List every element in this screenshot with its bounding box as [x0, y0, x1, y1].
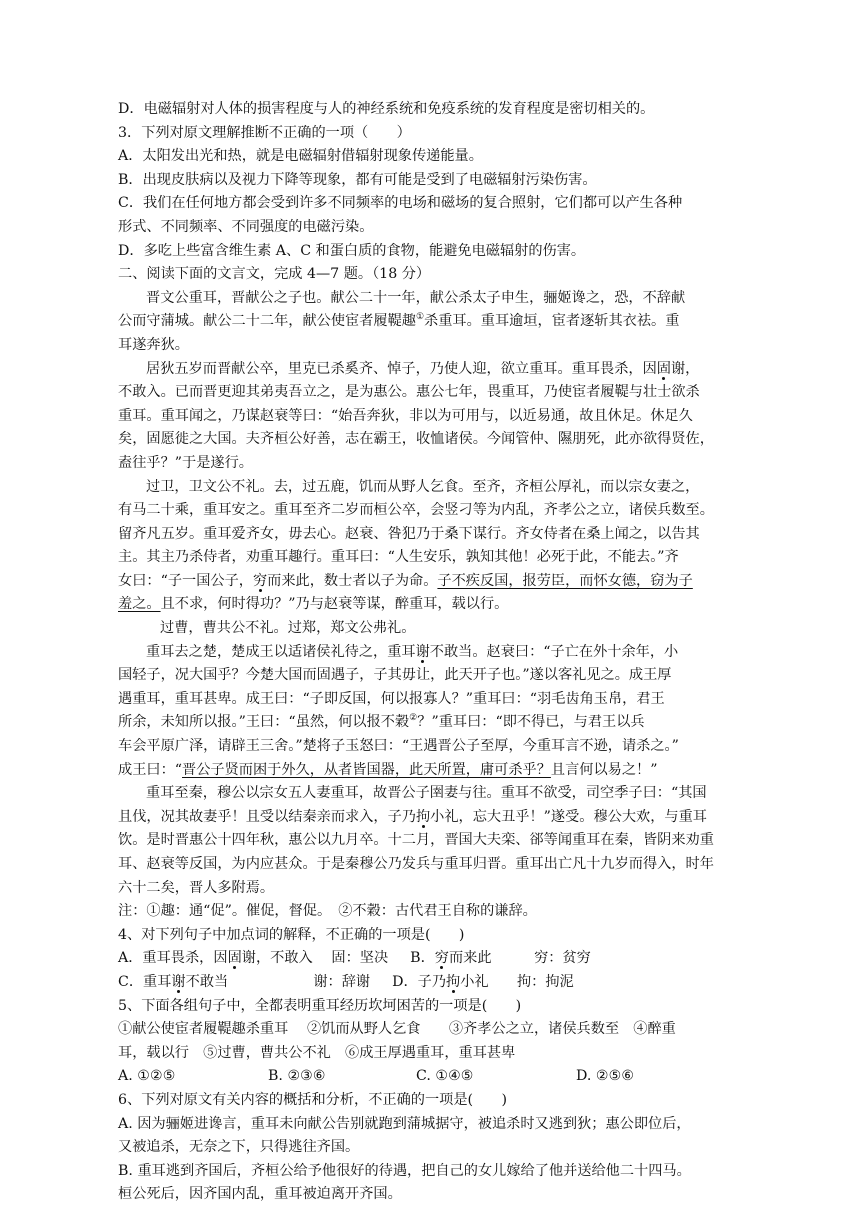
q5-option-c: C. ①④⑤	[416, 1068, 474, 1085]
dotted-char: 固	[227, 950, 242, 967]
passage-p2-line1: 居狄五岁而晋献公卒，里克已杀奚齐、悼子，乃使人迎，欲立重耳。重耳畏杀，因固谢，	[146, 360, 700, 377]
passage-p3-line5: 女曰：“子一国公子，穷而来此，数士者以子为命。子不疾反国，报劳臣，而怀女德，窃为子	[118, 572, 693, 589]
q2-option-d: D．电磁辐射对人体的损害程度与人的神经系统和免疫系统的发育程度是密切相关的。	[118, 101, 655, 117]
dotted-char: 拘	[446, 973, 461, 990]
passage-p6-line5: 六十二矣，晋人多附焉。	[118, 879, 275, 896]
q5-items-line1: ①献公使宦者履鞮趣杀重耳 ②饥而从野人乞食 ③齐孝公之立，诸侯兵数至 ④醉重	[118, 1021, 676, 1038]
underlined-sentence: 子不疾反国，报劳臣，而怀女德，窃为子	[437, 572, 693, 589]
note-marker-1: ①	[415, 312, 425, 323]
q6-option-b: B. 重耳逃到齐国后，齐桓公给予他很好的待遇，把自己的女儿嫁给了他并送给他二十四马。	[118, 1162, 691, 1179]
passage-p6-line3: 饮。是时晋惠公十四年秋，惠公以九月卒。十二月，晋国大夫栾、郤等闻重耳在秦，皆阴来劝重	[118, 832, 714, 849]
passage-p2-line3: 重耳。重耳闻之，乃谋赵衰等曰：“始吾奔狄，非以为可用与，以近易通，故且休足。休足久	[118, 407, 693, 424]
dotted-char: 穷	[252, 572, 268, 589]
passage-p5-line3: 遇重耳，重耳甚卑。成王曰：“子即反国，何以报寡人？”重耳曰：“羽毛齿角玉帛，君王	[118, 690, 665, 707]
dotted-char: 固	[656, 360, 671, 377]
passage-p1-line3: 耳遂奔狄。	[118, 336, 189, 353]
q5-option-b: B. ②③⑥	[268, 1068, 326, 1085]
passage-p6-line1: 重耳至秦，穆公以宗女五人妻重耳，故晋公子圉妻与往。重耳不欲受，司空季子曰：“其国	[146, 785, 707, 802]
passage-p4-line1: 过曹，曹共公不礼。过郑，郑文公弗礼。	[160, 620, 416, 637]
q5-options	[118, 1065, 742, 1089]
q5-stem: 5、下面各组句子中，全都表明重耳经历坎坷困苦的一项是( )	[118, 997, 522, 1014]
q3-option-c-cont: 形式、不同频率、不同强度的电磁污染。	[118, 218, 374, 235]
dotted-char: 穷	[434, 950, 449, 967]
q3-stem: 3．下列对原文理解推断不正确的一项（ ）	[118, 124, 411, 141]
q4-options-ab: A．重耳畏杀，因固谢，不敢入 固：坚决 B．穷而来此 穷：贫穷	[118, 950, 591, 967]
q6-option-b-cont: 桓公死后，因齐国内乱，重耳被迫离开齐国。	[118, 1186, 402, 1203]
passage-p1-line1: 晋文公重耳，晋献公之子也。献公二十一年，献公杀太子申生，骊姬谗之，恐，不辞献	[146, 289, 686, 306]
q5-option-d: D. ②⑤⑥	[576, 1068, 635, 1085]
passage-p3-line6: 羞之。且不求，何时得功？”乃与赵衰等谋，醉重耳，载以行。	[118, 596, 509, 613]
q6-option-a: A. 因为骊姬进谗言，重耳未向献公告别就跑到蒲城据守，被追杀时又逃到狄；惠公即位后，	[118, 1115, 691, 1132]
dotted-char: 谢	[415, 643, 430, 660]
q5-option-a: A. ①②⑤	[118, 1068, 176, 1085]
passage-p3-line4: 主。其主乃杀侍者，劝重耳趣行。重耳曰：“人生安乐，孰知其他！必死于此，不能去。”齐	[118, 549, 679, 566]
passage-p5-line2: 国轻子，况大国乎？今楚大国而固遇子，子其毋让，此天开子也。”遂以客礼见之。成王厚	[118, 667, 672, 684]
section-2-heading: 二、阅读下面的文言文，完成 4—7 题。（18 分）	[118, 266, 431, 283]
q5-items-line2: 耳，载以行 ⑤过曹，曹共公不礼 ⑥成王厚遇重耳，重耳甚卑	[118, 1044, 516, 1061]
passage-p3-line3: 留齐凡五岁。重耳爱齐女，毋去心。赵衰、咎犯乃于桑下谋行。齐女侍者在桑上闻之，以告其	[118, 525, 700, 542]
passage-p2-line4: 矣，固愿徙之大国。夫齐桓公好善，志在霸王，收恤诸侯。今闻管仲、隰朋死，此亦欲得贤佐，	[118, 431, 714, 448]
passage-p5-line5: 车会平原广泽，请辟王三舍。”楚将子玉怒曰：“王遇晋公子至厚，今重耳言不逊，请杀之。”	[118, 738, 679, 755]
q3-option-d: D．多吃上些富含维生素 A、C 和蛋白质的食物，能避免电磁辐射的伤害。	[118, 242, 586, 259]
q3-option-a: A．太阳发出光和热，就是电磁辐射借辐射现象传递能量。	[118, 148, 483, 165]
note-marker-2: ②	[409, 713, 418, 724]
passage-p2-line2: 不敢入。已而晋更迎其弟夷吾立之，是为惠公。惠公七年，畏重耳，乃使宦者履鞮与壮士欲杀	[118, 384, 700, 401]
passage-p5-line4: 所余，未知所以报。”王曰：“虽然，何以报不穀②？”重耳曰：“即不得已，与君王以兵	[118, 713, 645, 731]
passage-p5-line1: 重耳去之楚，楚成王以适诸侯礼待之，重耳谢不敢当。赵衰曰：“子亡在外十余年，小	[146, 643, 679, 660]
passage-p6-line4: 耳、赵衰等反国，为内应甚众。于是秦穆公乃发兵与重耳归晋。重耳出亡凡十九岁而得入，时年	[118, 856, 714, 872]
q6-option-a-cont: 又被追杀，无奈之下，只得逃往齐国。	[118, 1139, 360, 1156]
document-page	[118, 98, 742, 1207]
passage-p6-line2: 且伐，况其故妻乎！且受以结秦亲而求入，子乃拘小礼，忘大丑乎！”遂受。穆公大欢，与重耳	[118, 808, 707, 825]
q4-options-cd: C．重耳谢不敢当 谢：辞谢 D．子乃拘小礼 拘：拘泥	[118, 973, 574, 990]
passage-p2-line5: 盍往乎？”于是遂行。	[118, 454, 253, 471]
passage-p5-line6: 成王曰：“晋公子贤而困于外久，从者皆国器，此天所置，庸可杀乎？且言何以易之！”	[118, 761, 658, 778]
footnotes: 注：①趣：通“促”。催促，督促。 ②不穀：古代君王自称的谦辞。	[118, 903, 537, 920]
passage-p3-line1: 过卫，卫文公不礼。去，过五鹿，饥而从野人乞食。至齐，齐桓公厚礼，而以宗女妻之，	[146, 478, 700, 495]
dotted-char: 谢	[171, 973, 186, 990]
dotted-char: 拘	[415, 808, 431, 825]
q6-stem: 6、下列对原文有关内容的概括和分析，不正确的一项是( )	[118, 1091, 507, 1108]
passage-p3-line2: 有马二十乘，重耳安之。重耳至齐二岁而桓公卒，会竖刁等为内乱，齐孝公之立，诸侯兵数至。	[118, 502, 714, 519]
underlined-sentence: 羞之。	[118, 596, 161, 613]
passage-p1-line2: 公而守蒲城。献公二十二年，献公使宦者履鞮趣①杀重耳。重耳逾垣，宦者逐斩其衣祛。重	[118, 312, 680, 330]
q3-option-c: C．我们在任何地方都会受到许多不同频率的电场和磁场的复合照射，它们都可以产生各种	[118, 195, 683, 212]
underlined-sentence: 晋公子贤而困于外久，从者皆国器，此天所置，庸可杀乎？	[182, 761, 551, 778]
q3-option-b: B．出现皮肤病以及视力下降等现象，都有可能是受到了电磁辐射污染伤害。	[118, 171, 597, 188]
q4-stem: 4、对下列句子中加点词的解释，不正确的一项是( )	[118, 926, 465, 943]
